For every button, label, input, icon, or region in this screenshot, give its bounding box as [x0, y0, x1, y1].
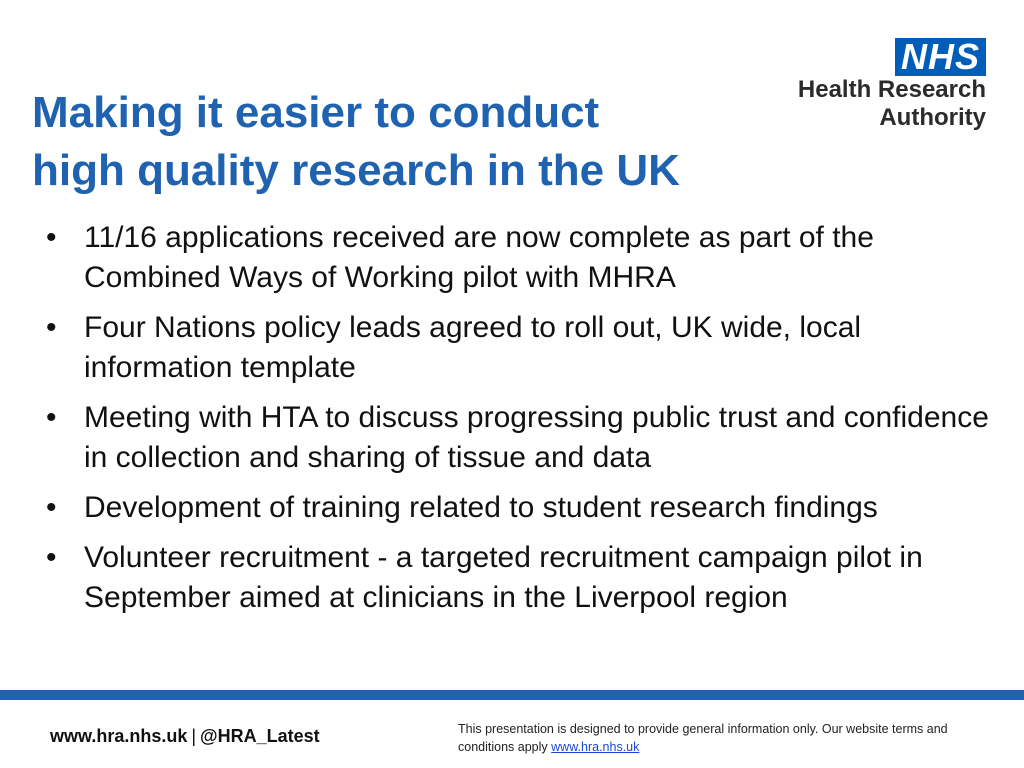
- bullet-icon: •: [46, 541, 57, 574]
- bullet-text: Four Nations policy leads agreed to roll out, UK wide, local information template: [84, 311, 862, 384]
- slide-title-line-1: Making it easier to conduct: [32, 88, 600, 137]
- bullet-item: [42, 218, 1002, 298]
- slide-title-line-2: high quality research in the UK: [32, 146, 680, 195]
- footer-accent-bar: [0, 690, 1024, 700]
- bullet-item: [42, 488, 1002, 528]
- bullet-item: [42, 538, 1002, 618]
- footer-website[interactable]: www.hra.nhs.uk: [50, 726, 188, 746]
- footer-disclaimer: [458, 720, 998, 756]
- bullet-item: [42, 308, 1002, 388]
- footer-disclaimer-text: This presentation is designed to provide general information only. Our website terms and conditions apply: [458, 722, 948, 754]
- footer-link[interactable]: www.hra.nhs.uk: [551, 740, 640, 754]
- logo-line-1: Health Research: [797, 76, 986, 103]
- bullet-text: Volunteer recruitment - a targeted recruitment campaign pilot in September aimed at clinicians in the Liverpool region: [84, 541, 923, 614]
- bullet-icon: •: [46, 491, 57, 524]
- footer-handle[interactable]: @HRA_Latest: [200, 726, 320, 746]
- footer-contact: [50, 726, 320, 747]
- bullet-icon: •: [46, 401, 57, 434]
- nhs-hra-logo: [776, 38, 986, 148]
- nhs-logo-mark: NHS: [895, 38, 986, 76]
- bullet-text: Development of training related to student research findings: [84, 491, 878, 524]
- footer-separator: |: [191, 726, 197, 746]
- footer: [0, 700, 1024, 768]
- logo-line-2: Authority: [879, 104, 986, 131]
- bullet-text: Meeting with HTA to discuss progressing public trust and confidence in collection and sharing of tissue and data: [84, 401, 989, 474]
- bullet-icon: •: [46, 311, 57, 344]
- bullet-text: 11/16 applications received are now complete as part of the Combined Ways of Working pilot with MHRA: [84, 221, 874, 294]
- slide-title: [32, 84, 792, 200]
- bullet-item: [42, 398, 1002, 478]
- bullet-list: [42, 218, 1002, 628]
- bullet-icon: •: [46, 221, 57, 254]
